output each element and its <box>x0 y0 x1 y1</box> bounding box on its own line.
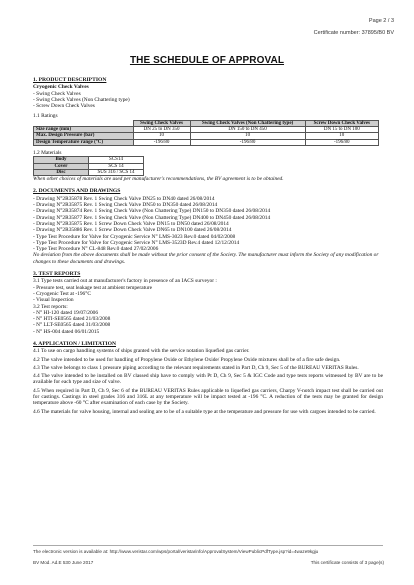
ratings-row-label: Size range (mm) <box>34 127 134 133</box>
application-paragraph: 4.1 To use on cargo handling systems of ships granted with the service notation liquefied gas carrier. <box>33 348 250 355</box>
document-body <box>33 73 383 417</box>
certificate-number: Certificate number: 37895/B0 BV <box>313 30 394 36</box>
ratings-cell: DN 25 to DN 350 <box>133 127 190 133</box>
list-item: - Type Test Procedure N° CL-848 Rev.0 dated 27/02/2006 <box>33 246 159 253</box>
section-heading-product-description: 1. PRODUCT DESCRIPTION <box>33 77 107 83</box>
list-item: - Cryogenic Test at -196°C <box>33 290 91 297</box>
list-item: - Drawing N°2R35875 Rev. 1 Screw Down Check Valve DN15 to DN50 dated 26/08/2014 <box>33 220 229 227</box>
material-value: SCS 14 <box>89 163 144 169</box>
product-item: - Swing Check Valves <box>33 90 81 97</box>
material-value: SUS 316 / SCS 14 <box>89 169 144 175</box>
materials-label: 1.2 Materials <box>33 149 62 156</box>
list-item: - Drawing N°2R35878 Rev. 1 Swing Check Valve DN25 to DN40 dated 26/08/2014 <box>33 195 215 202</box>
materials-table <box>33 156 144 176</box>
material-label: Cover <box>34 163 89 169</box>
application-paragraph: 4.6 The materials for valve housing, internal and sealing are to be of a suitable type at the temperature and pressure for use with cargoes intended to be carried. <box>33 408 376 415</box>
material-label: Body <box>34 157 89 163</box>
list-item: - Drawing N°2R35875 Rev. 1 Swing Check Valve DN50 to DN350 dated 26/08/2014 <box>33 202 218 209</box>
page-number: Page 2 / 3 <box>368 18 394 24</box>
table-row <box>34 139 379 145</box>
list-item: - Drawing N°2R35877 Rev. 1 Swing Check Valve (Non Chattering Type) DN400 to DN450 dated 26/08/2014 <box>33 214 271 221</box>
section-heading-documents: 2. DOCUMENTS AND DRAWINGS <box>33 188 121 195</box>
list-item: - N° HI-120 dated 19/07/2006 <box>33 309 99 316</box>
application-paragraph: 4.4 The valve intended to be installed on BV classed ship have to comply with Pt D, Ch 9, Sec 5 & IGC Code and type tests reports witnessed by BV are to be available for each type and size of valve. <box>33 373 383 386</box>
electronic-version-link[interactable]: The electronic version is available at: http://www.veristar.com/wps/portal/veristarinfo/ApprovalSystem/ViewPublicPdfType.jsp?id=4waze9kgju <box>33 549 319 554</box>
list-item: - N° HTI-SE0565 dated 21/03/2008 <box>33 316 111 323</box>
product-item: - Swing Check Valves (Non Chattering type) <box>33 96 130 103</box>
document-title: THE SCHEDULE OF APPROVAL <box>129 55 285 66</box>
ratings-row-label: Design Temperature range (°C) <box>34 139 134 145</box>
list-item: - N° LLT-SE0565 dated 31/03/2008 <box>33 322 111 329</box>
ratings-cell: -196/80 <box>133 139 190 145</box>
ratings-row-label: Max. Design Pressure (bar) <box>34 133 134 139</box>
application-paragraph: 4.3 The valve belongs to class 1 pressure piping according to the relevant requirements stated in Part D, Ch 9, Sec 5 of the BUREAU VERITAS Rules. <box>33 364 359 371</box>
ratings-cell: -196/80 <box>305 139 378 145</box>
list-item: - Drawing N°2R35886 Rev. 1 Screw Down Check Valve DN65 to DN100 dated 26/08/2014 <box>33 227 232 234</box>
ratings-table <box>33 120 379 146</box>
application-paragraph: 4.2 The valve intended to be used for handling of Propylene Oxide or Ethylene Oxide/ Propylene Oxide mixtures shall be of a fire safe design. <box>33 356 341 363</box>
material-value: SCS14 <box>89 157 144 163</box>
product-item: - Screw Down Check Valves <box>33 103 95 110</box>
product-subheading: Cryogenic Check Valves <box>33 84 89 91</box>
list-item: - Type Test Procedure for Valve for Cryogenic Service N° LMS-3023 Rev.0 dated 04/02/2008 <box>33 233 236 240</box>
section-heading-test-reports: 3. TEST REPORTS <box>33 271 81 278</box>
materials-note: When other choices of materials are used per manufacturer's recommendations, the BV agreement is to be obtained. <box>33 176 284 183</box>
ratings-cell: 10 <box>133 133 190 139</box>
footer-divider <box>33 545 383 546</box>
reports-label: 3.2 Test reports: <box>33 303 68 310</box>
form-reference: BV Mod. Ad.E 530 June 2017 <box>33 560 94 565</box>
list-item: - Visual Inspection <box>33 297 74 304</box>
material-label: Disc <box>34 169 89 175</box>
list-item: - Pressure test, seat leakage test at ambient temperature <box>33 284 152 291</box>
ratings-cell: 10 <box>305 133 378 139</box>
table-row <box>34 169 144 175</box>
ratings-column-header: Swing Check Valves (Non Chattering type) <box>190 120 305 126</box>
list-item: - Type Test Procedure for Valve for Cryogenic Service N° LMS-3523D Rev.4 dated 12/12/2014 <box>33 239 240 246</box>
ratings-label: 1.1 Ratings <box>33 113 58 120</box>
ratings-cell: DN 15 to DN 100 <box>305 127 378 133</box>
ratings-cell: 10 <box>190 133 305 139</box>
application-paragraph: 4.5 When required in Part D, Ch 9, Sec 6 of the BUREAU VERITAS Rules applicable to liquefied gas carriers, Charpy V-notch impact test shall be carried out for castings. Castings in steel grades 316 and 316L at any temperature will be impact tested at -196 °C. A reduction of the tests may be granted for design temperature above -60 °C after examination of each case by the Society. <box>33 387 383 407</box>
ratings-column-header: Swing Check Valves <box>133 120 190 126</box>
page-count-note: This certificate consists of 3 page(s) <box>310 560 384 565</box>
section-heading-application: 4. APPLICATION / LIMITATION <box>33 340 116 347</box>
list-item: - N° HS-004 dated 06/01/2015 <box>33 328 100 335</box>
ratings-cell: DN 150 to DN 450 <box>190 127 305 133</box>
ratings-cell: -196/80 <box>190 139 305 145</box>
ratings-column-header: Screw Down Check Valves <box>305 120 378 126</box>
list-item: - Drawing N°2R35874 Rev. 1 Swing Check Valve (Non Chattering Type) DN150 to DN350 dated 26/08/2014 <box>33 208 271 215</box>
tests-intro: 3.1 Type tests carried out at manufacturer's factory in presence of an IACS surveyor : <box>33 278 217 285</box>
documents-note: No deviation from the above documents shall be made without the prior consent of the Society. The manufacturer must inform the Society of any modification or changes to these documents and drawings. <box>33 252 379 265</box>
